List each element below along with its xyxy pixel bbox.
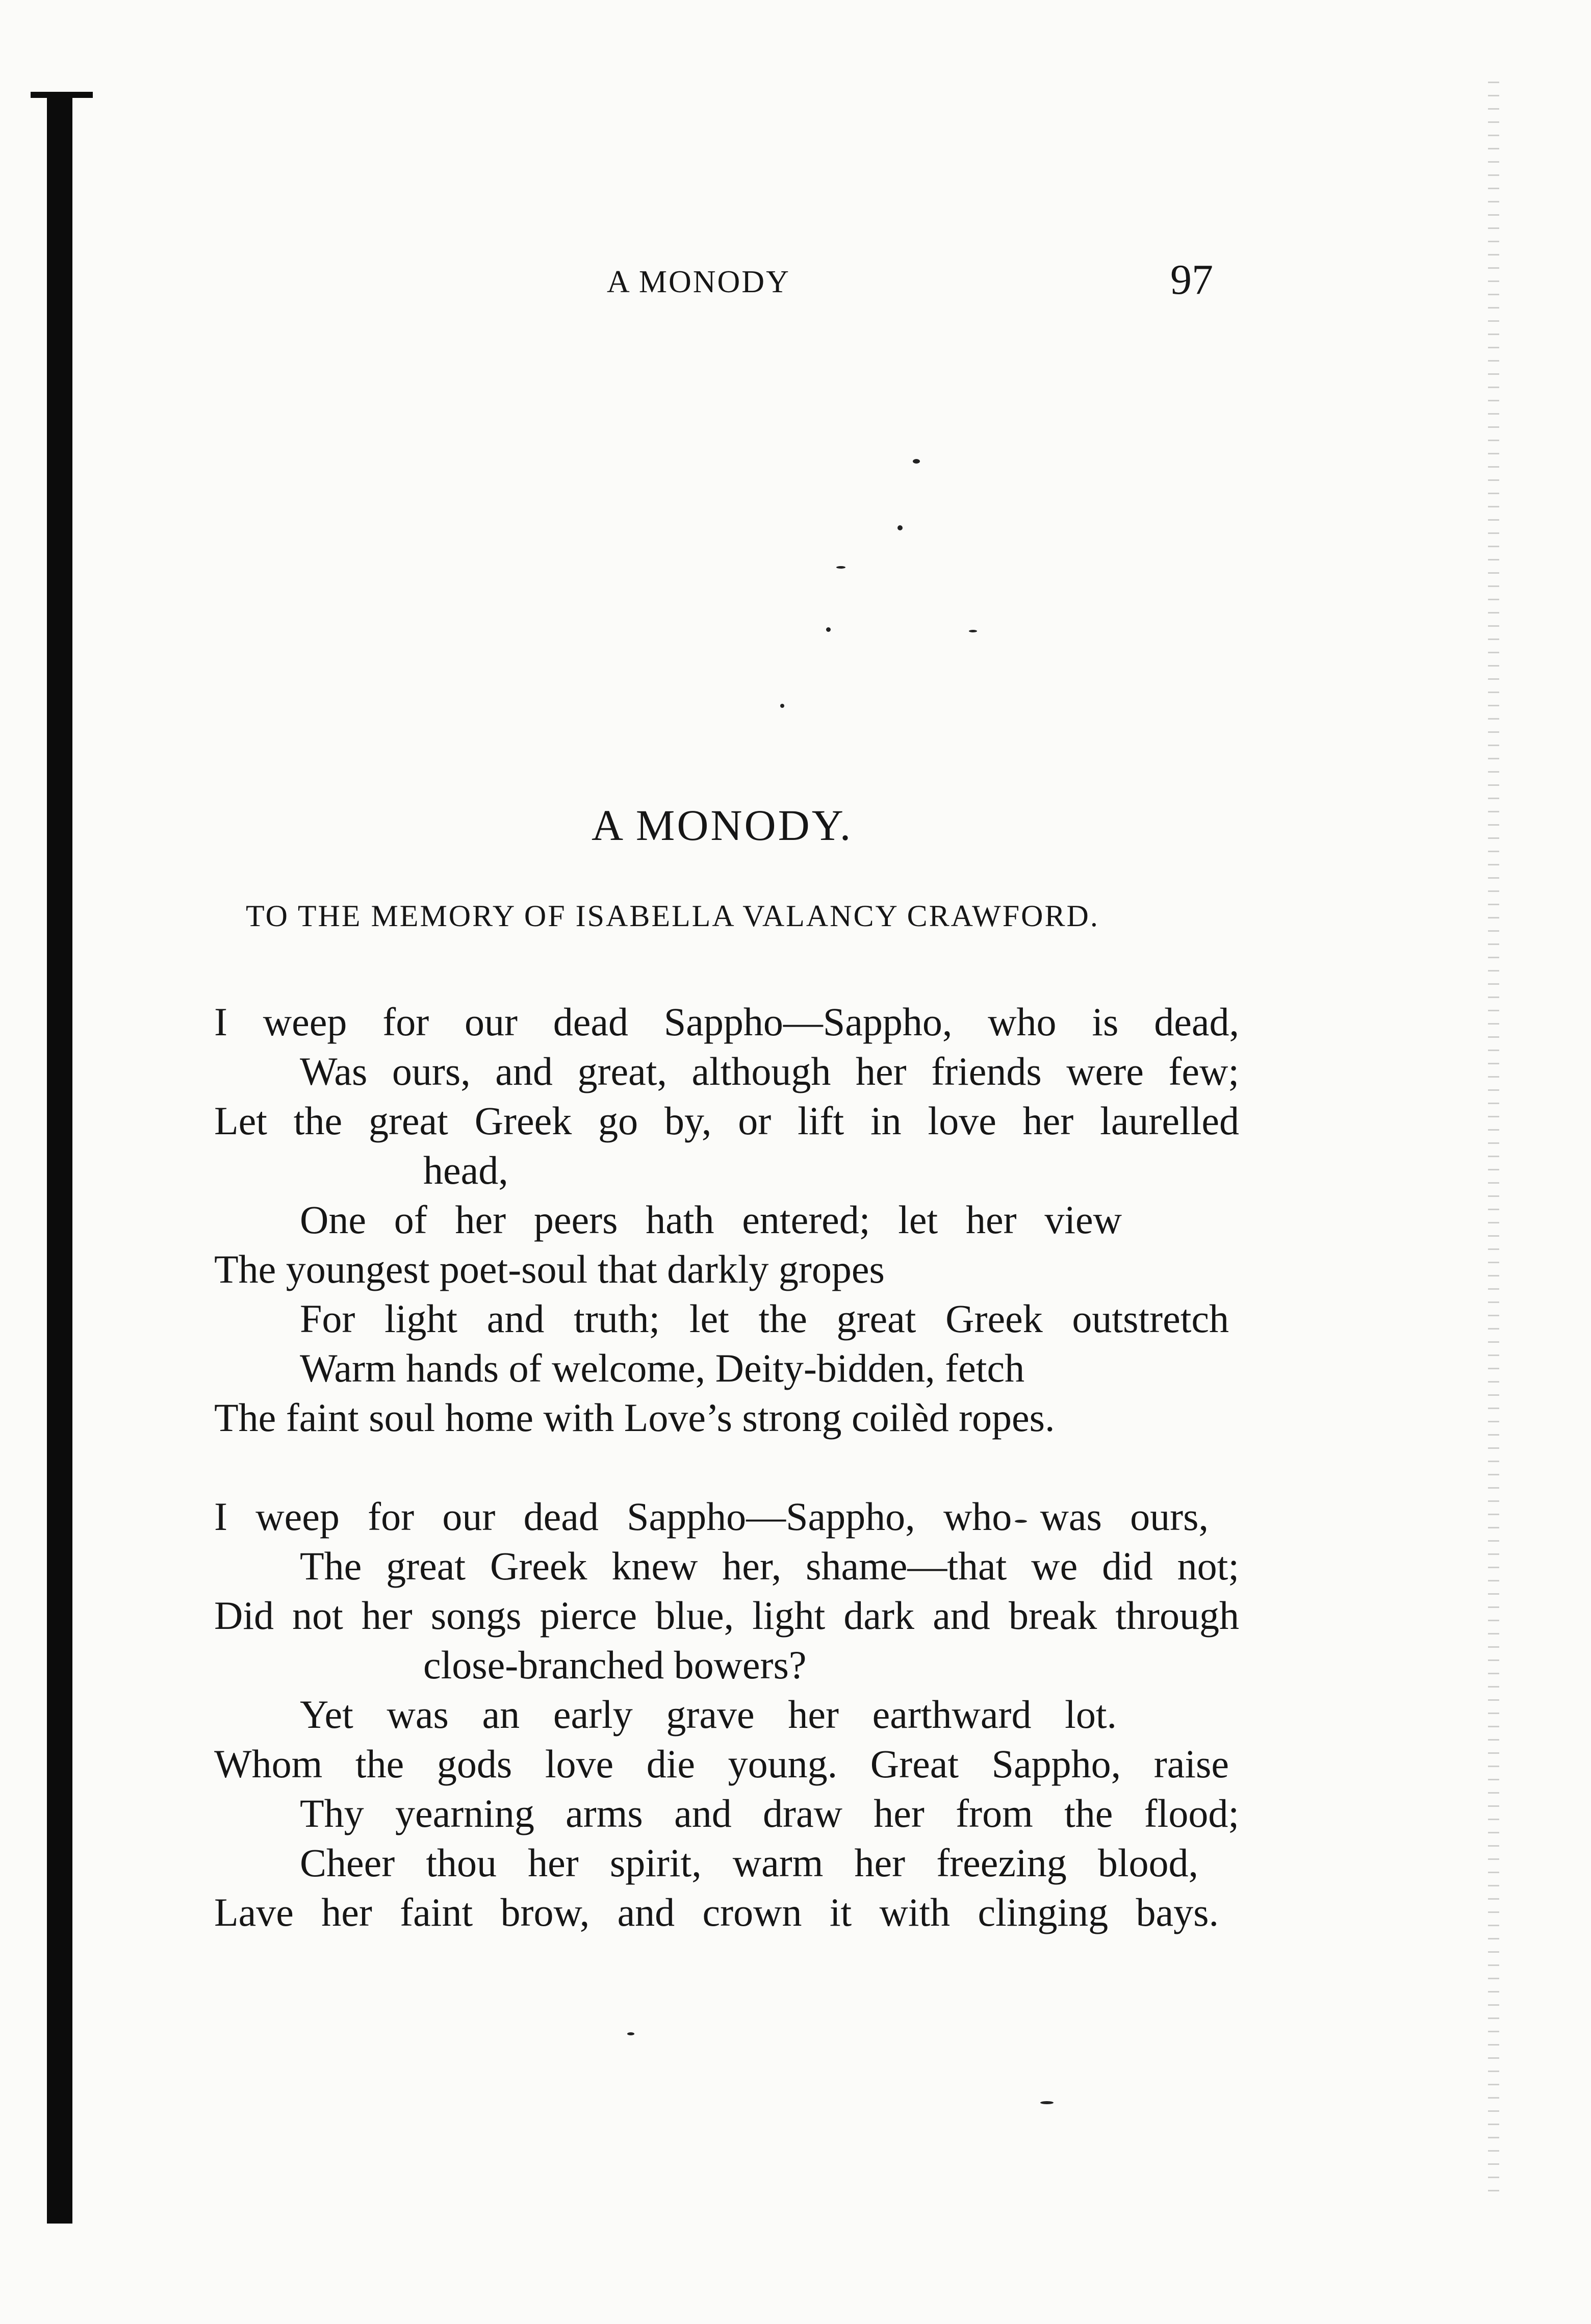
- scan-speck: [1040, 2101, 1054, 2104]
- poem-line: Cheer thou her spirit, warm her freezing blood,: [300, 1841, 1198, 1885]
- poem-line: The youngest poet-soul that darkly gropes: [214, 1247, 885, 1291]
- scan-speck: [969, 630, 977, 632]
- running-head: A MONODY: [607, 265, 790, 299]
- scan-speck: [826, 627, 831, 632]
- poem-line: Yet was an early grave her earthward lot.: [300, 1692, 1117, 1736]
- stanza-2: [214, 1492, 1239, 1937]
- poem-dedication: TO THE MEMORY OF ISABELLA VALANCY CRAWFORD.: [246, 899, 1099, 933]
- poem-line: For light and truth; let the great Greek outstretch: [300, 1296, 1229, 1341]
- poem-line: I weep for our dead Sappho—Sappho, who is dead,: [214, 1000, 1239, 1044]
- page-number: 97: [1170, 256, 1213, 303]
- poem-line: One of her peers hath entered; let her view: [300, 1197, 1122, 1242]
- poem-line: close-branched bowers?: [423, 1643, 807, 1687]
- poem-line: Warm hands of welcome, Deity-bidden, fetch: [300, 1346, 1025, 1390]
- poem-line: Was ours, and great, although her friends were few;: [300, 1049, 1239, 1093]
- poem-line: The faint soul home with Love’s strong coilèd ropes.: [214, 1395, 1055, 1440]
- binding-shadow-cap: [31, 92, 93, 98]
- binding-shadow: [47, 92, 72, 2224]
- poem-line: Lave her faint brow, and crown it with clinging bays.: [214, 1890, 1219, 1934]
- scan-speck: [836, 566, 845, 569]
- scan-speck: [897, 525, 903, 530]
- scan-speck: [913, 459, 920, 464]
- stanza-1: [214, 997, 1239, 1442]
- poem-line: Thy yearning arms and draw her from the flood;: [300, 1791, 1239, 1835]
- poem-line: Did not her songs pierce blue, light dark and break through: [214, 1593, 1239, 1638]
- poem-line: The great Greek knew her, shame—that we did not;: [300, 1544, 1239, 1588]
- page-edge-noise: [1488, 82, 1499, 2198]
- poem-line: head,: [423, 1148, 508, 1192]
- scan-speck: [780, 704, 784, 708]
- poem-line: Whom the gods love die young. Great Sappho, raise: [214, 1742, 1229, 1786]
- poem-title: A MONODY.: [592, 801, 853, 850]
- scan-speck: [627, 2032, 634, 2035]
- poem-line: Let the great Greek go by, or lift in love her laurelled: [214, 1099, 1239, 1143]
- poem-line: I weep for our dead Sappho—Sappho, who was ours,: [214, 1494, 1209, 1539]
